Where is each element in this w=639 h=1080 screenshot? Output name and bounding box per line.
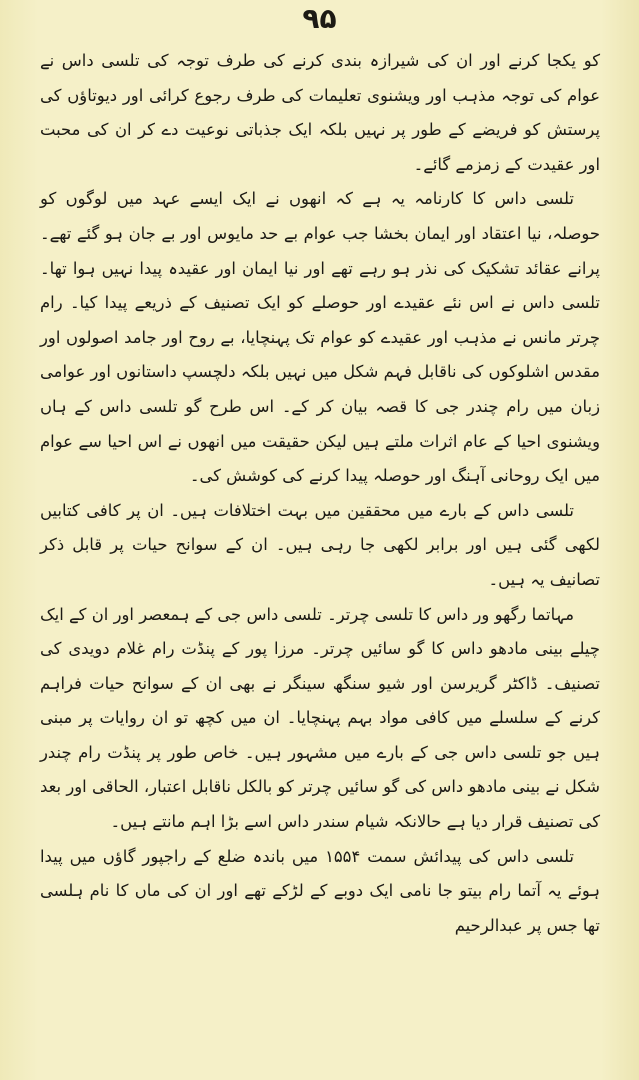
page-number: ۹۵ xyxy=(302,2,337,35)
paragraph-2: تلسی داس کا کارنامہ یہ ہے کہ انھوں نے ایک ایسے عہد میں لوگوں کو حوصلہ، نیا اعتقاد اور ایمان بخشا جب عوام بے حد مایوس اور بے جان ہو گئے تھے۔ پرانے عقائد تشکیک کی نذر ہو رہے تھے اور نیا ایمان اور عقیدہ پیدا نہیں ہوا تھا۔ تلسی داس نے اس نئے عقیدے اور حوصلے کو ایک تصنیف کے ذریعے پیدا کیا۔ رام چرتر مانس نے مذہب اور عقیدے کو عوام تک پہنچایا، بے روح اور جامد اصولوں اور مقدس اشلوکوں کی ناقابل فہم شکل میں نہیں بلکہ دلچسپ داستانوں اور عوامی زبان میں رام چندر جی کا قصہ بیان کر کے۔ اس طرح گو تلسی داس کے ہاں ویشنوی احیا کے عام اثرات ملتے ہیں لیکن حقیقت میں انھوں نے اس احیا سے عوام میں ایک روحانی آہنگ اور حوصلہ پیدا کرنے کی کوشش کی۔ xyxy=(40,189,600,486)
paragraph-5: تلسی داس کی پیدائش سمت ۱۵۵۴ میں باندہ ضلع کے راجپور گاؤں میں پیدا ہوئے یہ آتما رام بیتو جا نامی ایک دوبے کے لڑکے تھے اور ان کی ماں کا نام ہلسی تھا جس پر عبدالرحیم xyxy=(40,846,600,935)
paragraph-4: مہاتما رگھو ور داس کا تلسی چرتر۔ تلسی داس جی کے ہمعصر اور ان کے ایک چیلے بینی مادھو داس کا گو سائیں چرتر۔ مرزا پور کے پنڈت رام غلام دویدی کی تصنیف۔ ڈاکٹر گریرسن اور شیو سنگھ سینگر نے بھی ان کے سوانح حیات فراہم کرنے کے سلسلے میں کافی مواد بہم پہنچایا۔ ان میں کچھ تو ان روایات پر مبنی ہیں جو تلسی داس جی کے بارے میں مشہور ہیں۔ خاص طور پر پنڈت رام چندر شکل نے بینی مادھو داس کی گو سائیں چرتر کو بالکل ناقابل اعتبار، الحاقی اور بعد کی تصنیف قرار دیا ہے حالانکہ شیام سندر داس اسے بڑا اہم مانتے ہیں۔ xyxy=(40,604,600,832)
paragraph-3: تلسی داس کے بارے میں محققین میں بہت اختلافات ہیں۔ ان پر کافی کتابیں لکھی گئی ہیں اور برابر لکھی جا رہی ہیں۔ ان کے سوانح حیات پر قابل ذکر تصانیف یہ ہیں۔ xyxy=(40,500,600,589)
paragraph-1: کو یکجا کرنے اور ان کی شیرازہ بندی کرنے کی طرف توجہ کی تلسی داس نے عوام کی توجہ مذہب اور ویشنوی تعلیمات کی طرف رجوع کرائی اور دیوتاؤں کی پرستش کو فریضے کے طور پر نہیں بلکہ ایک جذباتی نوعیت دے کر ان کی محبت اور عقیدت کے زمزمے گائے۔ xyxy=(40,51,600,174)
page-body xyxy=(40,44,600,943)
